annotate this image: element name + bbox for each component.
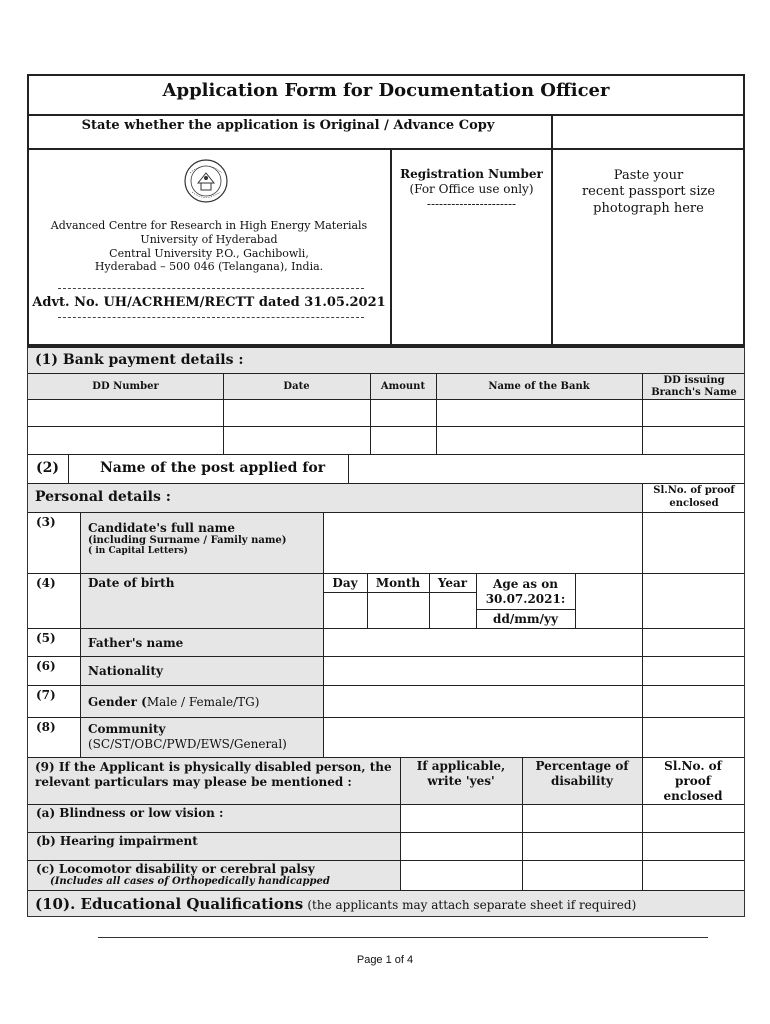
registration-note: (For Office use only) xyxy=(409,182,534,196)
registration-block xyxy=(392,167,551,212)
disability-b: (b) Hearing impairment xyxy=(36,834,198,848)
q6-number: (6) xyxy=(36,659,56,673)
dob-month-input[interactable] xyxy=(368,593,429,628)
age-format[interactable]: dd/mm/yy xyxy=(493,612,558,626)
form-title: Application Form for Documentation Officer xyxy=(162,80,610,101)
q5-label: Father's name xyxy=(88,636,184,650)
post-number: (2) xyxy=(36,460,59,476)
disability-a: (a) Blindness or low vision : xyxy=(36,806,224,820)
community-input[interactable] xyxy=(324,718,642,757)
q7-label: Gender (Male / Female/TG) xyxy=(88,695,260,709)
gender-input[interactable] xyxy=(324,686,642,717)
q6-label: Nationality xyxy=(88,664,163,678)
dob-month-label: Month xyxy=(375,576,421,590)
advertisement-number: Advt. No. UH/ACRHEM/RECTT dated 31.05.2021 xyxy=(32,295,386,310)
col-applicable: If applicable, write 'yes' xyxy=(416,759,506,788)
university-seal-icon xyxy=(184,159,228,203)
father-name-input[interactable] xyxy=(324,629,642,656)
photo-placeholder[interactable]: Paste your recent passport size photograph here xyxy=(581,168,716,216)
q9-label: (9) If the Applicant is physically disabled person, the relevant particulars may please be mentioned : xyxy=(35,760,392,789)
col-branch-name: DD issuing Branch's Name xyxy=(651,375,737,398)
post-input[interactable] xyxy=(349,455,744,483)
age-label: Age as on 30.07.2021: xyxy=(485,577,566,606)
full-name-input[interactable] xyxy=(324,513,642,573)
page-number: Page 1 of 4 xyxy=(356,954,414,966)
col-bank-name: Name of the Bank xyxy=(488,381,590,392)
registration-blank[interactable]: ---------------------- xyxy=(426,197,517,211)
footer-rule xyxy=(98,930,708,938)
col-date: Date xyxy=(283,381,310,392)
proof-col-header: Sl.No. of proof enclosed xyxy=(653,485,735,509)
q4-label: Date of birth xyxy=(88,576,175,590)
col-proof: Sl.No. of proof enclosed xyxy=(663,759,723,803)
q7-number: (7) xyxy=(36,688,56,702)
q5-number: (5) xyxy=(36,631,56,645)
q3-number: (3) xyxy=(36,515,56,529)
education-heading: (10). Educational Qualifications (the applicants may attach separate sheet if required) xyxy=(35,895,637,913)
col-percentage: Percentage of disability xyxy=(535,759,629,788)
post-label: Name of the post applied for xyxy=(100,460,326,476)
disability-a-inputs[interactable] xyxy=(401,805,744,832)
address-line-2: Hyderabad – 500 046 (Telangana), India. xyxy=(94,260,324,274)
q8-number: (8) xyxy=(36,720,56,734)
dob-day-input[interactable] xyxy=(324,593,367,628)
q3-label: Candidate's full name (including Surname / Family name) ( in Capital Letters) xyxy=(88,521,287,556)
institution-name: Advanced Centre for Research in High Energy Materials xyxy=(50,219,368,232)
disability-c: (c) Locomotor disability or cerebral palsy (Includes all cases of Orthopedically handicapped xyxy=(36,862,330,887)
col-dd-number: DD Number xyxy=(92,381,159,392)
copy-question: State whether the application is Original / Advance Copy xyxy=(81,118,495,133)
disability-b-inputs[interactable] xyxy=(401,833,744,860)
bank-row-2[interactable] xyxy=(28,427,744,454)
dob-year-input[interactable] xyxy=(430,593,476,628)
bank-heading: (1) Bank payment details : xyxy=(35,352,244,368)
col-amount: Amount xyxy=(380,381,426,392)
q8-label: Community (SC/ST/OBC/PWD/EWS/General) xyxy=(88,722,287,751)
institution-block xyxy=(30,219,388,274)
dob-year-label: Year xyxy=(437,576,468,590)
nationality-input[interactable] xyxy=(324,657,642,685)
university-name: University of Hyderabad xyxy=(140,232,278,246)
disability-c-inputs[interactable] xyxy=(401,861,744,890)
bank-row-1[interactable] xyxy=(28,400,744,426)
copy-answer-field[interactable] xyxy=(554,116,744,148)
address-line-1: Central University P.O., Gachibowli, xyxy=(109,246,309,260)
personal-heading: Personal details : xyxy=(35,489,171,505)
dob-day-label: Day xyxy=(332,576,358,590)
registration-title: Registration Number xyxy=(400,167,543,181)
q4-number: (4) xyxy=(36,576,56,590)
